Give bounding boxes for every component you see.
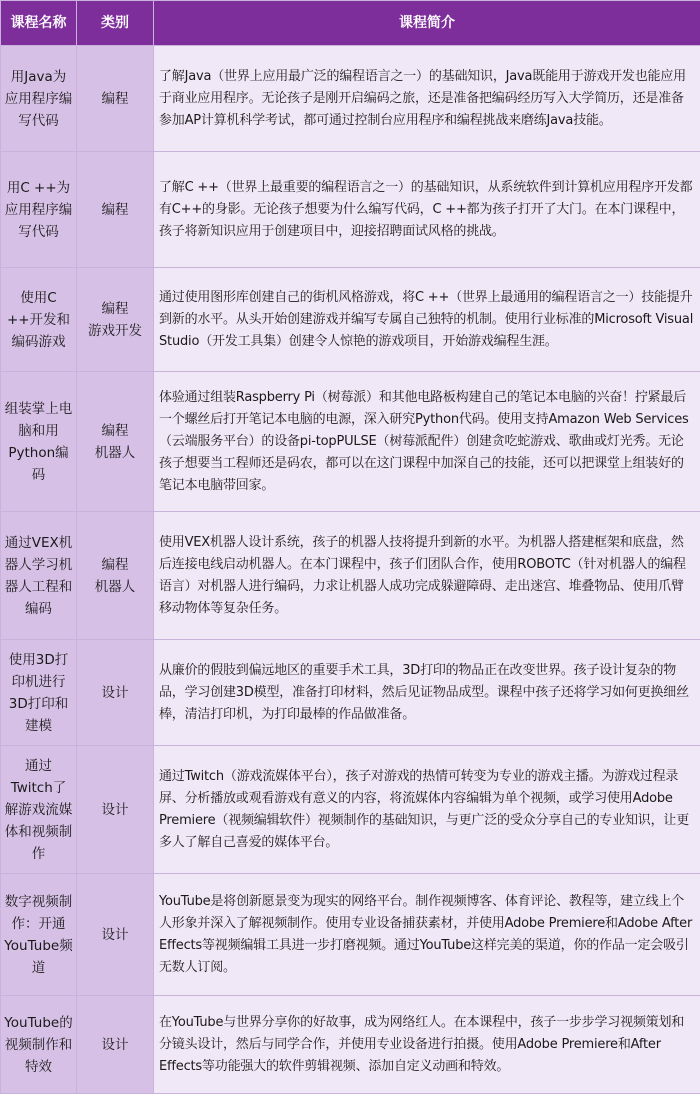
table-row	[1, 640, 700, 746]
course-category	[77, 746, 154, 874]
table-row	[1, 152, 700, 268]
table-row	[1, 512, 700, 640]
table-row	[1, 268, 700, 372]
category-label: 编程	[79, 199, 151, 221]
course-description: 通过Twitch（游戏流媒体平台），孩子对游戏的热情可转变为专业的游戏主播。为游戏过程录屏、分析播放或观看游戏有意义的内容，将流媒体内容编辑为单个视频，或学习使用Adobe Premiere（视频编辑软件）视频制作的基础知识，与更广泛的受众分享自己的专业知识，让更多人了解自己喜爱的媒体平台。	[154, 746, 700, 874]
course-description: 了解Java（世界上应用最广泛的编程语言之一）的基础知识，Java既能用于游戏开发也能应用于商业应用程序。无论孩子是刚开启编码之旅，还是准备把编码经历写入大学简历，还是准备参加AP计算机科学考试，都可通过控制台应用程序和编程挑战来磨练Java技能。	[154, 46, 700, 152]
course-name: 组装掌上电脑和用Python编码	[1, 372, 77, 512]
course-description: 体验通过组装Raspberry Pi（树莓派）和其他电路板构建自己的笔记本电脑的兴奋！拧紧最后一个螺丝后打开笔记本电脑的电源，深入研究Python代码。使用支持Amazon Web Services（云端服务平台）的设备pi-topPULSE（树莓派配件）创建贪吃蛇游戏、歌曲或灯光秀。无论孩子想要当工程师还是码农，都可以在这门课程中加深自己的技能，还可以把课堂上组装好的笔记本电脑带回家。	[154, 372, 700, 512]
category-label: 编程	[79, 88, 151, 110]
table-row	[1, 874, 700, 996]
category-label: 游戏开发	[79, 320, 151, 342]
table-row	[1, 746, 700, 874]
course-description: YouTube是将创新愿景变为现实的网络平台。制作视频博客、体育评论、教程等，建立线上个人形象并深入了解视频制作。使用专业设备捕获素材，并使用Adobe Premiere和Adobe After Effects等视频编辑工具进一步打磨视频。通过YouTube这样完美的渠道，你的作品一定会吸引无数人订阅。	[154, 874, 700, 996]
header-row	[1, 1, 700, 46]
course-name: 用Java为应用程序编写代码	[1, 46, 77, 152]
course-category	[77, 46, 154, 152]
table-row	[1, 996, 700, 1094]
header-category: 类别	[77, 1, 154, 46]
category-label: 机器人	[79, 442, 151, 464]
table-row	[1, 46, 700, 152]
course-category	[77, 640, 154, 746]
category-label: 编程	[79, 420, 151, 442]
course-name: 通过Twitch了解游戏流媒体和视频制作	[1, 746, 77, 874]
category-label: 设计	[79, 682, 151, 704]
course-description: 了解C ++（世界上最重要的编程语言之一）的基础知识，从系统软件到计算机应用程序开发都有C++的身影。无论孩子想要为什么编写代码，C ++都为孩子打开了大门。在本门课程中，孩子将新知识应用于创建项目中，迎接招聘面试风格的挑战。	[154, 152, 700, 268]
course-description: 使用VEX机器人设计系统，孩子的机器人技将提升到新的水平。为机器人搭建框架和底盘，然后连接电线启动机器人。在本门课程中，孩子们团队合作，使用ROBOTC（针对机器人的编程语言）对机器人进行编码，力求让机器人成功完成躲避障碍、走出迷宫、堆叠物品、使用爪臂移动物体等复杂任务。	[154, 512, 700, 640]
course-name: 使用3D打印机进行3D打印和建模	[1, 640, 77, 746]
course-description: 在YouTube与世界分享你的好故事，成为网络红人。在本课程中，孩子一步步学习视频策划和分镜头设计，然后与同学合作，并使用专业设备进行拍摄。使用Adobe Premiere和After Effects等功能强大的软件剪辑视频、添加自定义动画和特效。	[154, 996, 700, 1094]
course-category	[77, 152, 154, 268]
course-category	[77, 512, 154, 640]
course-description: 通过使用图形库创建自己的街机风格游戏，将C ++（世界上最通用的编程语言之一）技能提升到新的水平。从头开始创建游戏并编写专属自己独特的机制。使用行业标准的Microsoft Visual Studio（开发工具集）创建令人惊艳的游戏项目，开始游戏编程生涯。	[154, 268, 700, 372]
category-label: 编程	[79, 554, 151, 576]
course-description: 从廉价的假肢到偏远地区的重要手术工具，3D打印的物品正在改变世界。孩子设计复杂的物品，学习创建3D模型，准备打印材料，然后见证物品成型。课程中孩子还将学习如何更换细丝棒，清洁打印机，为打印最棒的作品做准备。	[154, 640, 700, 746]
header-description: 课程简介	[154, 1, 700, 46]
course-name: 用C ++为应用程序编写代码	[1, 152, 77, 268]
course-name: YouTube的视频制作和特效	[1, 996, 77, 1094]
category-label: 设计	[79, 1034, 151, 1056]
course-category	[77, 372, 154, 512]
course-name: 使用C ++开发和编码游戏	[1, 268, 77, 372]
course-category	[77, 268, 154, 372]
header-course-name: 课程名称	[1, 1, 77, 46]
table-row	[1, 372, 700, 512]
category-label: 设计	[79, 924, 151, 946]
category-label: 编程	[79, 298, 151, 320]
category-label: 机器人	[79, 576, 151, 598]
course-name: 通过VEX机器人学习机器人工程和编码	[1, 512, 77, 640]
course-category	[77, 996, 154, 1094]
course-name: 数字视频制作：开通YouTube频道	[1, 874, 77, 996]
course-category	[77, 874, 154, 996]
category-label: 设计	[79, 799, 151, 821]
